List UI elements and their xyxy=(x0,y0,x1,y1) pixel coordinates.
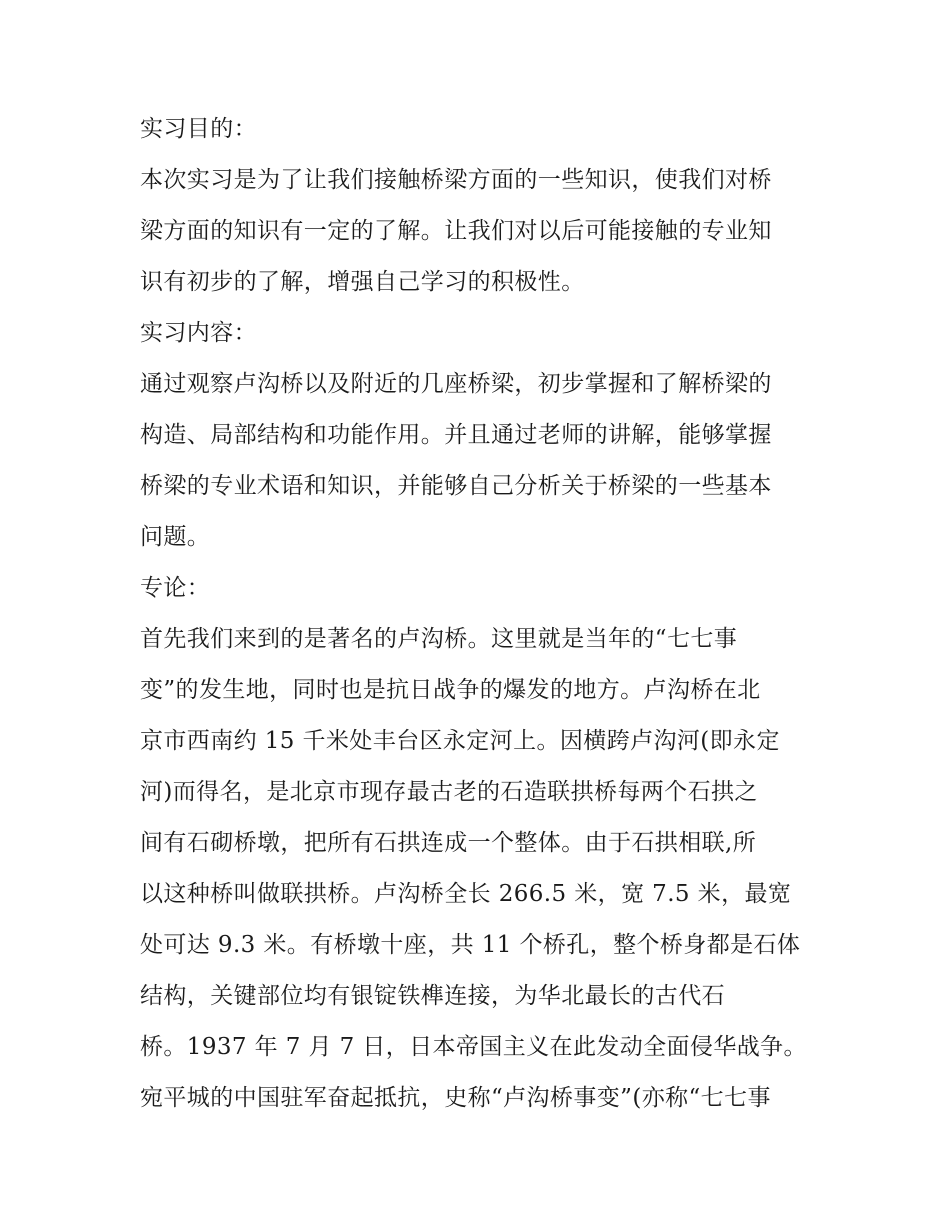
text-line: 变”的发生地，同时也是抗日战争的爆发的地方。卢沟桥在北 xyxy=(140,677,761,703)
text-line: 本次实习是为了让我们接触桥梁方面的一些知识，使我们对桥 xyxy=(140,167,772,193)
section-heading-treatise: 专论： xyxy=(140,575,211,601)
text-line: 河)而得名，是北京市现存最古老的石造联拱桥每两个石拱之 xyxy=(140,779,758,805)
text-line: 识有初步的了解，增强自己学习的积极性。 xyxy=(140,269,585,295)
text-line: 以这种桥叫做联拱桥。卢沟桥全长 266.5 米，宽 7.5 米，最宽 xyxy=(140,881,792,907)
text-line: 宛平城的中国驻军奋起抵抗，史称“卢沟桥事变”(亦称“七七事 xyxy=(140,1085,771,1111)
section-heading-content: 实习内容： xyxy=(140,320,257,346)
text-line: 通过观察卢沟桥以及附近的几座桥梁，初步掌握和了解桥梁的 xyxy=(140,371,772,397)
text-line: 京市西南约 15 千米处丰台区永定河上。因横跨卢沟河(即永定 xyxy=(140,728,780,754)
text-line: 间有石砌桥墩，把所有石拱连成一个整体。由于石拱相联,所 xyxy=(140,830,757,856)
document-body xyxy=(140,104,820,1124)
section-heading-purpose: 实习目的： xyxy=(140,116,257,142)
text-line: 问题。 xyxy=(140,524,211,550)
text-line: 梁方面的知识有一定的了解。让我们对以后可能接触的专业知 xyxy=(140,218,772,244)
text-line: 桥。1937 年 7 月 7 日，日本帝国主义在此发动全面侵华战争。 xyxy=(140,1034,807,1060)
text-line: 桥梁的专业术语和知识，并能够自己分析关于桥梁的一些基本 xyxy=(140,473,772,499)
text-line: 首先我们来到的是著名的卢沟桥。这里就是当年的“七七事 xyxy=(140,626,738,652)
text-line: 构造、局部结构和功能作用。并且通过老师的讲解，能够掌握 xyxy=(140,422,772,448)
text-line: 处可达 9.3 米。有桥墩十座，共 11 个桥孔，整个桥身都是石体 xyxy=(140,932,801,958)
text-line: 结构，关键部位均有银锭铁榫连接，为华北最长的古代石 xyxy=(140,983,725,1009)
